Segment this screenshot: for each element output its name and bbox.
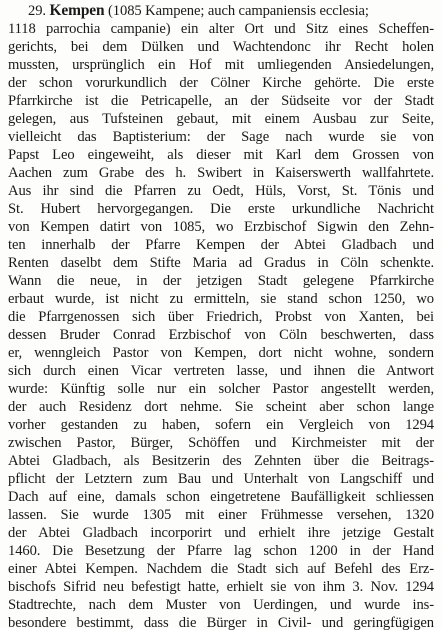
text-line: der schon vorurkundlich der Cölner Kirche gehörte. Die erste: [8, 75, 434, 91]
text-line: Abtei Gladbach, als Besitzerin des Zehnten über die Beitrags-: [8, 453, 434, 469]
text-line-first: [28, 2, 434, 21]
text-line: einer Abtei Kempen. Nachdem die Stadt sich auf Befehl des Erz-: [8, 561, 434, 577]
text-line: St. Hubert hervorgegangen. Die erste urkundliche Nachricht: [8, 201, 434, 217]
text-line: Wann die neue, in der jetzigen Stadt gelegene Pfarrkirche: [8, 273, 434, 289]
text-line: 1460. Die Besetzung der Pfarre lag schon 1200 in der Hand: [8, 543, 434, 559]
text-line: gelegen, aus Tufsteinen gebaut, mit einem Ausbau zur Seite,: [8, 111, 434, 127]
text-line: (1085 Kampene; auch campaniensis ecclesia;: [104, 3, 369, 19]
text-line: gerichts, bei dem Dülken und Wachtendonc ihr Recht holen: [8, 39, 434, 55]
text-line: vielleicht das Baptisterium: der Sage nach wurde sie von: [8, 129, 434, 145]
article-number: 29.: [28, 3, 46, 19]
article-headword: Kempen: [49, 2, 105, 19]
text-line: von Kempen datirt von 1085, wo Erzbischof Sigwin den Zehn-: [8, 219, 434, 235]
text-line: Aachen zum Grabe des h. Swibert in Kaiserswerth wallfahrtete.: [8, 165, 434, 181]
text-line: bischofs Sifrid neu befestigt hatte, erhielt sie von ihm 3. Nov. 1294: [8, 579, 434, 595]
text-line: erbaut wurde, ist nicht zu ermitteln, sie stand schon 1250, wo: [8, 291, 434, 307]
text-line: pflicht der Letztern zum Bau und Unterhalt von Langschiff und: [8, 471, 434, 487]
text-line: Stadtrechte, nach dem Muster von Uerdingen, und wurde ins-: [8, 597, 434, 613]
text-line: Papst Leo eingeweiht, als dieser mit Karl dem Grossen von: [8, 147, 434, 163]
text-line: lassen. Sie wurde 1305 mit einer Frühmesse versehen, 1320: [8, 507, 434, 523]
text-line: vorher gestanden zu haben, sofern ein Vergleich von 1294: [8, 417, 434, 433]
text-line: Dach auf eine, damals schon eingetretene Baufälligkeit schliessen: [8, 489, 434, 505]
text-line: ten innerhalb der Pfarre Kempen der Abtei Gladbach und: [8, 237, 434, 253]
text-line: die Pfarrgenossen sich über Friedrich, Probst von Xanten, bei: [8, 309, 434, 325]
text-line: er, wenngleich Pastor von Kempen, dort nicht wohne, sondern: [8, 345, 434, 361]
text-line: besondere bestimmt, dass die Bürger in Civil- und geringfügigen: [8, 615, 434, 631]
text-line: Renten daselbt dem Stifte Maria ad Gradus in Cöln schenkte.: [8, 255, 434, 271]
text-line: der Abtei Gladbach incorporirt und erhielt ihre jetzige Gestalt: [8, 525, 434, 541]
text-line: sich durch einen Vicar vertreten lasse, und ihnen die Antwort: [8, 363, 434, 379]
text-line: Pfarrkirche ist die Petricapelle, an der Südseite vor der Stadt: [8, 93, 434, 109]
text-line: zwischen Pastor, Bürger, Schöffen und Kirchmeister mit der: [8, 435, 434, 451]
text-line: mussten, ursprünglich ein Hof mit umliegenden Ansiedelungen,: [8, 57, 434, 73]
text-line: der auch Residenz dort nehme. Sie scheint aber schon lange: [8, 399, 434, 415]
text-line: dessen Bruder Conrad Erzbischof von Cöln beschwerten, dass: [8, 327, 434, 343]
text-line: Aus ihr sind die Pfarren zu Oedt, Hüls, Vorst, St. Tönis und: [8, 183, 434, 199]
text-line: wurde: Künftig solle nur ein solcher Pastor angestellt werden,: [8, 381, 434, 397]
text-line: 1118 parrochia campanie) ein alter Ort und Sitz eines Scheffen-: [8, 21, 434, 37]
